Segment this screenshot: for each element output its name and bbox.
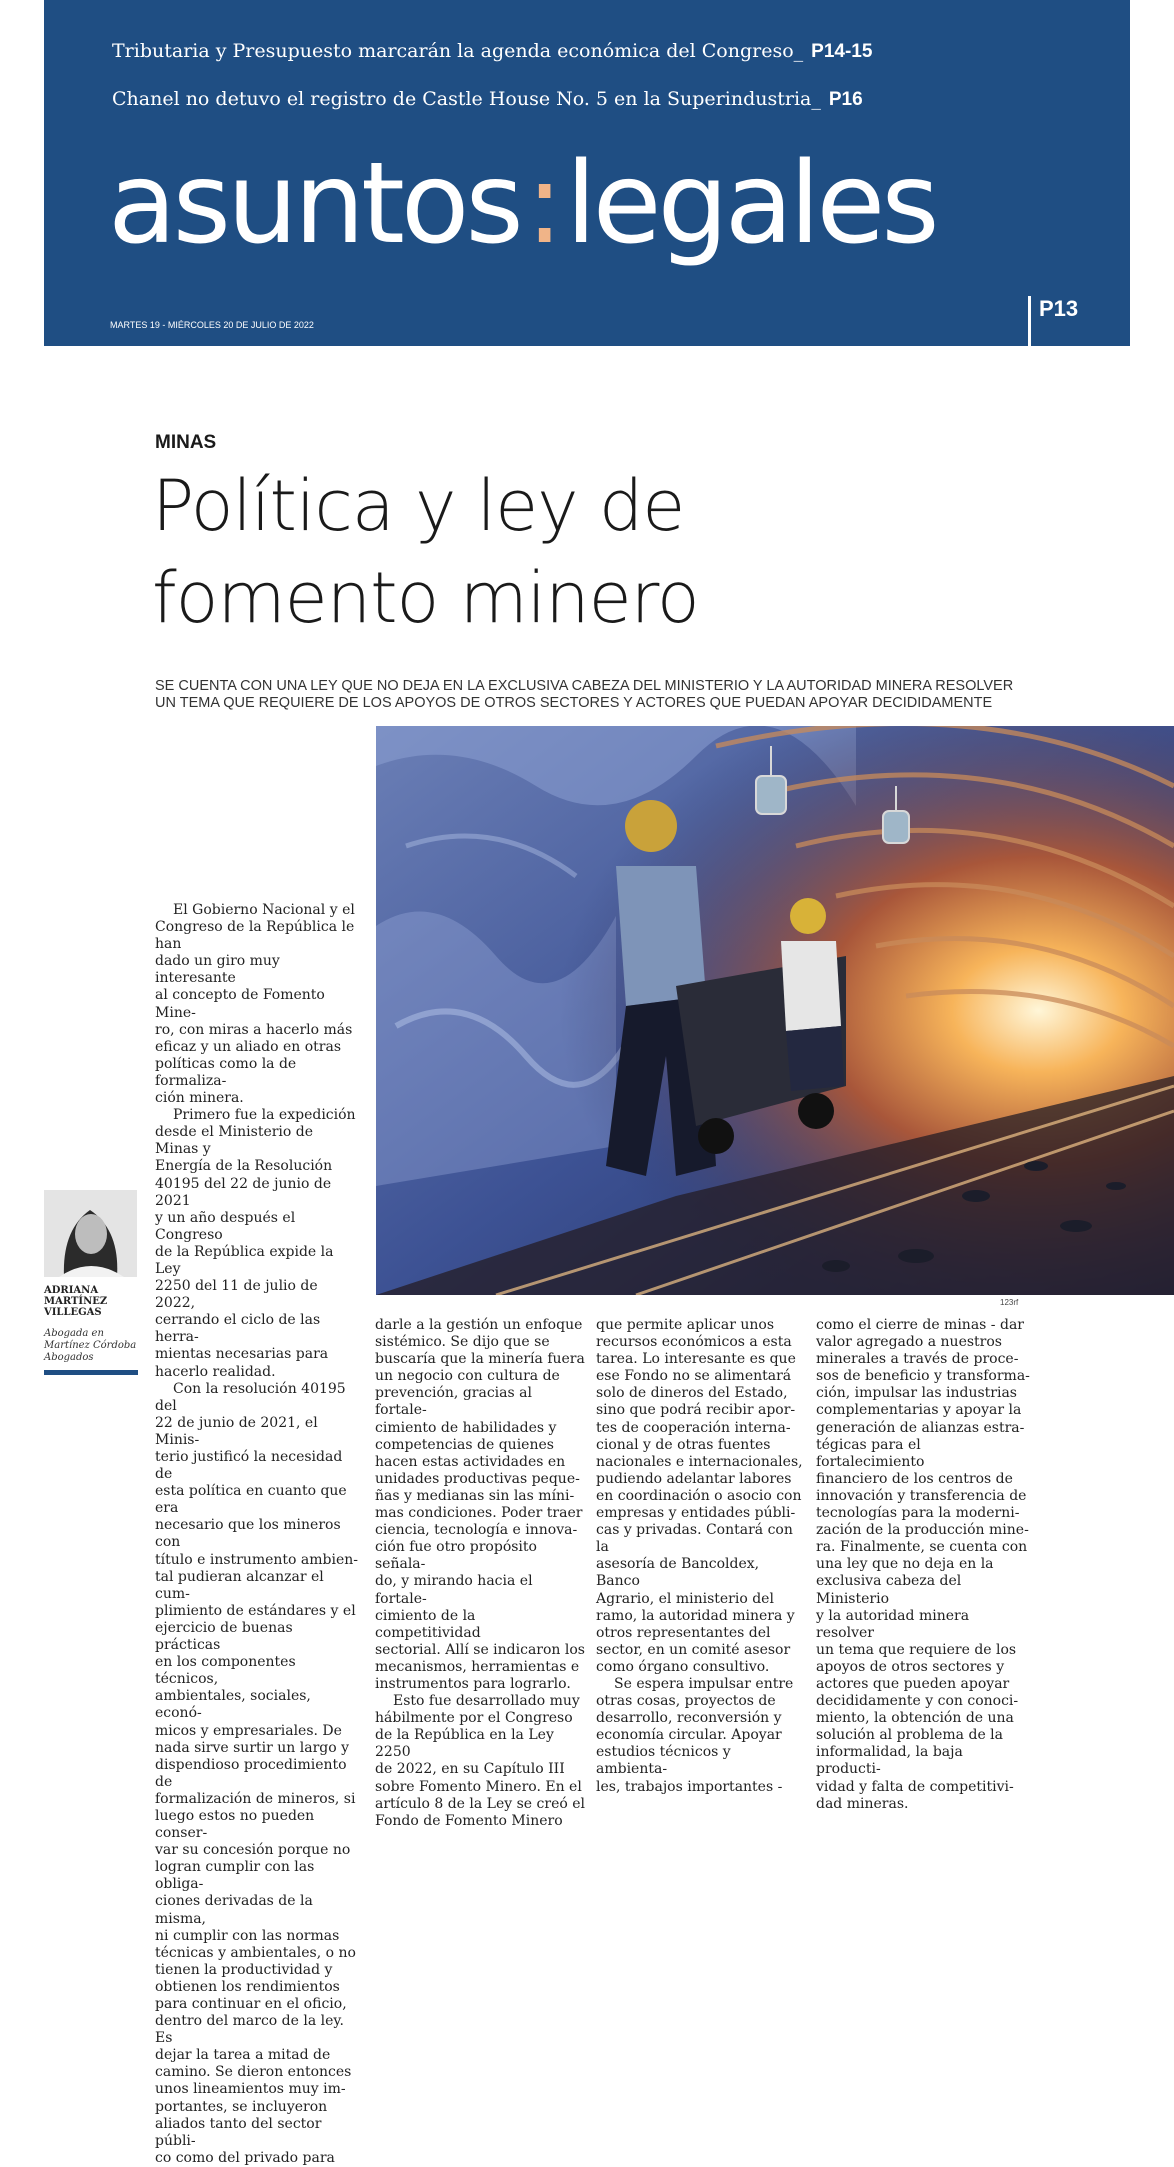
body-text-line: de la República en la Ley 2250 — [375, 1727, 554, 1761]
body-column-1 — [155, 902, 360, 2167]
logo-word-right: legales — [565, 139, 936, 269]
body-text-line: cimiento de la competitividad — [375, 1607, 481, 1641]
body-text-line: Congreso de la República le han — [155, 919, 355, 953]
body-text-line: Primero fue la expedición — [173, 1107, 356, 1124]
body-text-line: dado un giro muy interesante — [155, 953, 280, 987]
issue-date: MARTES 19 - MIÉRCOLES 20 DE JULIO DE 2022 — [110, 320, 314, 330]
body-text-line: en los componentes técnicos, — [155, 1654, 296, 1688]
body-text-line: otros representantes del — [596, 1624, 771, 1641]
body-text-line: hacerlo realidad. — [155, 1363, 276, 1380]
body-text-line: y un año después el Congreso — [155, 1209, 296, 1243]
body-text-line: desde el Ministerio de Minas y — [155, 1124, 314, 1158]
body-text-line: miento, la obtención de una — [816, 1710, 1014, 1727]
body-text-line: dentro del marco de la ley. Es — [155, 2013, 344, 2047]
body-text-line: valor agregado a nuestros — [816, 1334, 1002, 1351]
body-text-line: un negocio con cultura de — [375, 1368, 560, 1385]
mine-tunnel-illustration — [376, 726, 1174, 1295]
body-text-line: ción minera. — [155, 1090, 244, 1107]
body-text-line: ese Fondo no se alimentará — [596, 1368, 792, 1385]
body-text-line: portantes, se incluyeron — [155, 2098, 328, 2115]
body-text-line: hábilmente por el Congreso — [375, 1710, 573, 1727]
author-role — [44, 1328, 149, 1364]
body-text-line: instrumentos para lograrlo. — [375, 1675, 571, 1692]
body-text-line: empresas y entidades públi- — [596, 1505, 796, 1522]
body-text-line: obtienen los rendimientos — [155, 1978, 340, 1995]
headline-line: fomento minero — [152, 557, 699, 639]
body-text-line: título e instrumento ambien- — [155, 1551, 359, 1568]
body-text-line: ramo, la autoridad minera y — [596, 1607, 795, 1624]
article-dek: SE CUENTA CON UNA LEY QUE NO DEJA EN LA EXCLUSIVA CABEZA DEL MINISTERIO Y LA AUTORIDAD MINERA RESOLVER UN TEMA QUE REQUIERE DE LOS APOYOS DE OTROS SECTORES Y ACTORES QUE PUEDAN APOYAR DECIDIDAMENTE — [155, 678, 1014, 711]
body-text-line: logran cumplir con las obliga- — [155, 1859, 315, 1893]
body-column-3 — [596, 1317, 806, 1796]
body-text-line: 22 de junio de 2021, el Minis- — [155, 1414, 318, 1448]
body-text-line: sectorial. Allí se indicaron los — [375, 1641, 585, 1658]
body-text-line: una ley que no deja en la — [816, 1556, 994, 1573]
body-text-line: mas condiciones. Poder traer — [375, 1505, 583, 1522]
body-text-line: informalidad, la baja producti- — [816, 1744, 963, 1778]
author-name — [44, 1285, 139, 1318]
body-text-line: apoyos de otros sectores y — [816, 1658, 1005, 1675]
body-text-line: necesario que los mineros con — [155, 1517, 341, 1551]
body-text-line: políticas como la de formaliza- — [155, 1055, 297, 1089]
page-number: P13 — [1028, 296, 1130, 346]
body-text-line: cerrando el ciclo de las herra- — [155, 1312, 321, 1346]
body-text-line: minerales a través de proce- — [816, 1351, 1019, 1368]
body-text-line: eficaz y un aliado en otras — [155, 1038, 341, 1055]
body-text-line: 40195 del 22 de junio de 2021 — [155, 1175, 332, 1209]
body-text-line: co como del privado para — [155, 2149, 335, 2166]
body-text-line: solución al problema de la — [816, 1727, 1003, 1744]
body-text-line: artículo 8 de la Ley se creó el — [375, 1795, 586, 1812]
body-text-line: sos de beneficio y transforma- — [816, 1368, 1030, 1385]
teaser-text: Chanel no detuvo el registro de Castle House No. 5 en la Superindustria_ — [112, 88, 821, 110]
body-text-line: terio justificó la necesidad de — [155, 1449, 343, 1483]
author-role-line: Abogados — [44, 1352, 94, 1363]
article-headline — [152, 460, 1052, 644]
author-role-line: Martínez Córdoba — [44, 1340, 137, 1351]
body-text-line: tégicas para el fortalecimiento — [816, 1436, 925, 1470]
body-text-line: les, trabajos importantes - — [596, 1778, 783, 1795]
body-text-line: ra. Finalmente, se cuenta con — [816, 1539, 1028, 1556]
body-text-line: sobre Fomento Minero. En el — [375, 1778, 582, 1795]
author-divider — [44, 1370, 138, 1375]
body-text-line: mecanismos, herramientas e — [375, 1658, 580, 1675]
body-text-line: unidades productivas peque- — [375, 1470, 580, 1487]
body-text-line: ro, con miras a hacerlo más — [155, 1021, 353, 1038]
body-text-line: El Gobierno Nacional y el — [173, 902, 355, 918]
teaser-link-1[interactable] — [112, 40, 872, 63]
author-name-line: MARTÍNEZ — [44, 1296, 108, 1307]
teaser-page: P16 — [828, 89, 863, 110]
body-text-line: tarea. Lo interesante es que — [596, 1351, 796, 1368]
teaser-page: P14-15 — [811, 41, 873, 62]
body-text-line: Fondo de Fomento Minero — [375, 1812, 563, 1829]
author-name-line: ADRIANA — [44, 1285, 99, 1296]
body-text-line: ciones derivadas de la misma, — [155, 1893, 313, 1927]
body-text-line: ción, impulsar las industrias — [816, 1385, 1017, 1402]
author-avatar — [44, 1190, 137, 1277]
body-text-line: cimiento de habilidades y — [375, 1419, 557, 1436]
body-text-line: vidad y falta de competitivi- — [816, 1778, 1014, 1795]
body-text-line: competencias de quienes — [375, 1436, 554, 1453]
body-text-line: dejar la tarea a mitad de — [155, 2047, 331, 2064]
body-text-line: ñas y medianas sin las míni- — [375, 1487, 575, 1504]
logo-word-left: asuntos — [108, 139, 520, 269]
body-text-line: complementarias y apoyar la — [816, 1402, 1022, 1419]
body-text-line: estudios técnicos y ambienta- — [596, 1744, 731, 1778]
body-text-line: tienen la productividad y — [155, 1961, 333, 1978]
body-text-line: var su concesión porque no — [155, 1842, 351, 1859]
body-text-line: dad mineras. — [816, 1795, 909, 1812]
body-text-line: pudiendo adelantar labores — [596, 1470, 792, 1487]
body-text-line: darle a la gestión un enfoque — [375, 1317, 583, 1333]
body-text-line: plimiento de estándares y el — [155, 1602, 356, 1619]
publication-logo — [108, 139, 936, 269]
body-text-line: micos y empresariales. De — [155, 1722, 342, 1739]
body-text-line: Agrario, el ministerio del — [596, 1590, 774, 1607]
body-text-line: zación de la producción mine- — [816, 1522, 1029, 1539]
author-role-line: Abogada en — [44, 1328, 104, 1339]
body-text-line: ciencia, tecnología e innova- — [375, 1522, 578, 1539]
teaser-text: Tributaria y Presupuesto marcarán la agenda económica del Congreso_ — [112, 40, 804, 62]
body-text-line: ción fue otro propósito señala- — [375, 1539, 537, 1573]
body-text-line: ambientales, sociales, econó- — [155, 1688, 311, 1722]
body-text-line: exclusiva cabeza del Ministerio — [816, 1573, 962, 1607]
body-text-line: generación de alianzas estra- — [816, 1419, 1025, 1436]
body-text-line: tecnologías para la moderni- — [816, 1505, 1020, 1522]
body-text-line: ni cumplir con las normas — [155, 1927, 340, 1944]
body-text-line: técnicas y ambientales, o no — [155, 1944, 356, 1961]
body-text-line: Esto fue desarrollado muy — [393, 1693, 580, 1710]
body-text-line: esta política en cuanto que era — [155, 1483, 347, 1517]
body-text-line: Se espera impulsar entre — [614, 1675, 794, 1692]
photo-credit: 123rf — [1000, 1298, 1019, 1307]
section-label: MINAS — [155, 432, 217, 453]
body-column-2 — [375, 1317, 585, 1830]
body-text-line: camino. Se dieron entonces — [155, 2064, 352, 2081]
body-text-line: para continuar en el oficio, — [155, 1996, 347, 2012]
body-text-line: tal pudieran alcanzar el cum- — [155, 1568, 324, 1602]
teaser-link-2[interactable] — [112, 88, 863, 111]
body-text-line: actores que pueden apoyar — [816, 1675, 1010, 1692]
body-text-line: en coordinación o asocio con — [596, 1487, 802, 1504]
body-text-line: economía circular. Apoyar — [596, 1727, 782, 1744]
body-text-line: nacionales e internacionales, — [596, 1453, 803, 1470]
headline-line: Política y ley de — [152, 465, 685, 547]
body-text-line: dispendioso procedimiento de — [155, 1756, 347, 1790]
body-text-line: ejercicio de buenas prácticas — [155, 1619, 293, 1654]
body-text-line: unos lineamientos muy im- — [155, 2081, 346, 2098]
logo-colon: : — [525, 139, 560, 269]
body-text-line: do, y mirando hacia el fortale- — [375, 1573, 533, 1607]
body-text-line: sistémico. Se dijo que se — [375, 1334, 550, 1351]
body-column-4 — [816, 1317, 1031, 1813]
body-text-line: tes de cooperación interna- — [596, 1419, 791, 1436]
body-text-line: financiero de los centros de — [816, 1470, 1013, 1487]
mine-tunnel-photo — [376, 726, 1174, 1295]
body-text-line: solo de dineros del Estado, — [596, 1385, 788, 1402]
body-text-line: al concepto de Fomento Mine- — [155, 987, 325, 1021]
body-text-line: 2250 del 11 de julio de 2022, — [155, 1278, 318, 1312]
body-text-line: mientas necesarias para — [155, 1346, 329, 1363]
body-text-line: como órgano consultivo. — [596, 1658, 770, 1675]
body-text-line: como el cierre de minas - dar — [816, 1317, 1024, 1333]
body-text-line: desarrollo, reconversión y — [596, 1710, 782, 1727]
body-text-line: aliados tanto del sector públi- — [155, 2115, 322, 2149]
author-portrait-icon — [44, 1190, 137, 1277]
body-text-line: de la República expide la Ley — [155, 1243, 334, 1277]
body-text-line: buscaría que la minería fuera — [375, 1351, 585, 1368]
body-text-line: luego estos no pueden conser- — [155, 1807, 315, 1842]
body-text-line: un tema que requiere de los — [816, 1641, 1017, 1658]
author-name-line: VILLEGAS — [44, 1307, 102, 1318]
body-text-line: prevención, gracias al fortale- — [375, 1385, 532, 1419]
body-text-line: cas y privadas. Contará con la — [596, 1522, 793, 1556]
body-text-line: y la autoridad minera resolver — [816, 1607, 970, 1641]
body-text-line: cional y de otras fuentes — [596, 1436, 771, 1453]
body-text-line: sector, en un comité asesor — [596, 1641, 791, 1658]
body-text-line: hacen estas actividades en — [375, 1453, 566, 1470]
body-text-line: sino que podrá recibir apor- — [596, 1402, 796, 1419]
body-text-line: Con la resolución 40195 del — [155, 1380, 346, 1414]
body-text-line: otras cosas, proyectos de — [596, 1693, 776, 1710]
body-text-line: recursos económicos a esta — [596, 1334, 792, 1351]
body-text-line: decididamente y con conoci- — [816, 1693, 1019, 1710]
body-text-line: innovación y transferencia de — [816, 1487, 1027, 1504]
body-text-line: nada sirve surtir un largo y — [155, 1739, 350, 1756]
body-text-line: que permite aplicar unos — [596, 1317, 775, 1333]
body-text-line: de 2022, en su Capítulo III — [375, 1761, 565, 1778]
body-text-line: Energía de la Resolución — [155, 1158, 333, 1175]
body-text-line: formalización de mineros, si — [155, 1790, 356, 1807]
body-text-line: asesoría de Bancoldex, Banco — [596, 1556, 760, 1590]
